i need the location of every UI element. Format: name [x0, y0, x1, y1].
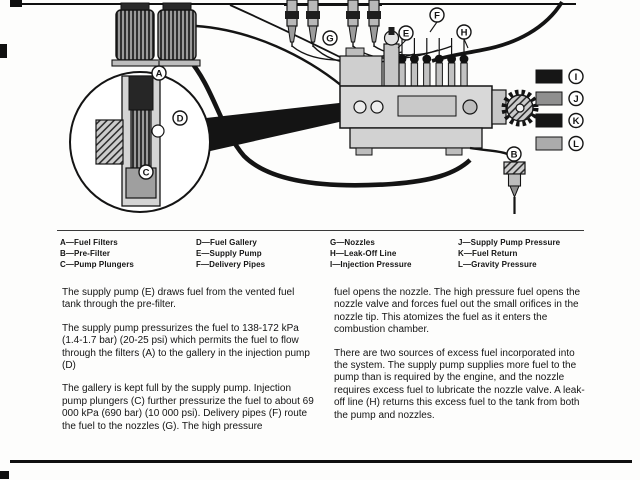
pump-nameplate [398, 96, 456, 116]
svg-text:K: K [572, 115, 580, 127]
legend-item-c: C—Pump Plungers [60, 260, 134, 269]
legend-item-g: G—Nozzles [330, 238, 375, 247]
paragraph-left-1: The supply pump (E) draws fuel from the vented fuel tank through the pre-filter. [62, 287, 295, 311]
legend-column-4 [458, 237, 560, 270]
svg-text:B: B [510, 149, 518, 161]
callout-d [173, 111, 187, 125]
paragraph-right-2: There are two sources of excess fuel incorporated into the system. The supply pump supplies more fuel to the pump than is required by the engine, and the nozzle requires excess fuel to lubricate the nozzle valve. A leak-off line (H) returns this excess fuel to the tank from both the pump and nozzles. [334, 347, 585, 421]
nozzle-4 [367, 0, 381, 47]
callout-c [139, 165, 153, 179]
svg-text:J: J [573, 93, 579, 105]
magnifier-leader [206, 102, 348, 152]
swatch-fuel-return [536, 114, 562, 127]
svg-text:D: D [176, 113, 184, 125]
legend-item-f: F—Delivery Pipes [196, 260, 266, 269]
supply-pump [384, 27, 399, 86]
fuel-line-filters-to-pump [196, 26, 342, 86]
nozzle-1 [285, 0, 299, 47]
text-column-right [334, 287, 586, 444]
svg-text:C: C [142, 167, 150, 179]
swatch-supply-pump-pressure [536, 92, 562, 105]
callout-i [569, 70, 583, 84]
callout-k [569, 114, 583, 128]
legend-column-3 [330, 237, 458, 270]
callout-e [399, 26, 413, 40]
legend-item-h: H—Leak-Off Line [330, 249, 397, 258]
legend-item-k: K—Fuel Return [458, 249, 518, 258]
legend-item-l: L—Gravity Pressure [458, 260, 537, 269]
svg-text:E: E [402, 28, 410, 40]
swatch-injection-pressure [536, 70, 562, 83]
corner-mark-bottom-left [0, 471, 9, 479]
fuel-filters [112, 3, 200, 66]
legend-item-i: I—Injection Pressure [330, 260, 412, 269]
callout-a [152, 66, 166, 80]
bottom-rule [10, 460, 632, 463]
figure-legend [60, 237, 560, 270]
callout-j [569, 92, 583, 106]
text-column-left [62, 287, 314, 444]
pressure-key [536, 70, 562, 150]
legend-item-d: D—Fuel Gallery [196, 238, 257, 247]
magnifier-inset [70, 72, 210, 212]
svg-text:L: L [573, 138, 579, 150]
callout-l [569, 137, 583, 151]
fuel-system-diagram [0, 0, 640, 232]
svg-text:I: I [574, 71, 578, 83]
nozzle-2 [306, 0, 320, 47]
paragraph-right-1: fuel opens the nozzle. The high pressure fuel opens the nozzle valve and forces fuel out the small orifices in the nozzle tip. This atomizes the fuel as it enters the combustion chamber. [334, 287, 581, 336]
governor-housing [340, 56, 382, 86]
legend-column-2 [196, 237, 330, 270]
paragraph-left-2: The supply pump pressurizes the fuel to 138-172 kPa (1.4-1.7 bar) (20-25 psi) which permits the fuel to flow through the filters (A) to the gallery in the injection pump (D) [62, 322, 310, 372]
swatch-gravity-pressure [536, 137, 562, 150]
legend-item-e: E—Supply Pump [196, 249, 262, 258]
nozzle-3 [346, 0, 360, 47]
callout-h [457, 25, 471, 39]
pump-cambox [350, 128, 482, 148]
paragraph-left-3: The gallery is kept full by the supply pump. Injection pump plungers (C) further pressurize the fuel to about 69 000 kPa (690 bar) (10 000 psi). Delivery pipes (F) route the fuel to the nozzles (G). The high pressure [62, 383, 314, 432]
drive-gear [504, 92, 536, 124]
legend-item-j: J—Supply Pump Pressure [458, 238, 561, 247]
callout-g [323, 31, 337, 45]
injection-pump [340, 27, 506, 155]
svg-text:F: F [434, 10, 440, 22]
callout-b [507, 147, 521, 161]
legend-column-1 [60, 237, 196, 270]
legend-item-b: B—Pre-Filter [60, 249, 111, 258]
svg-text:G: G [326, 33, 334, 45]
legend-item-a: A—Fuel Filters [60, 238, 118, 247]
body-text [62, 287, 586, 444]
callout-f [430, 8, 444, 22]
svg-text:A: A [155, 68, 163, 80]
svg-text:H: H [460, 27, 468, 39]
